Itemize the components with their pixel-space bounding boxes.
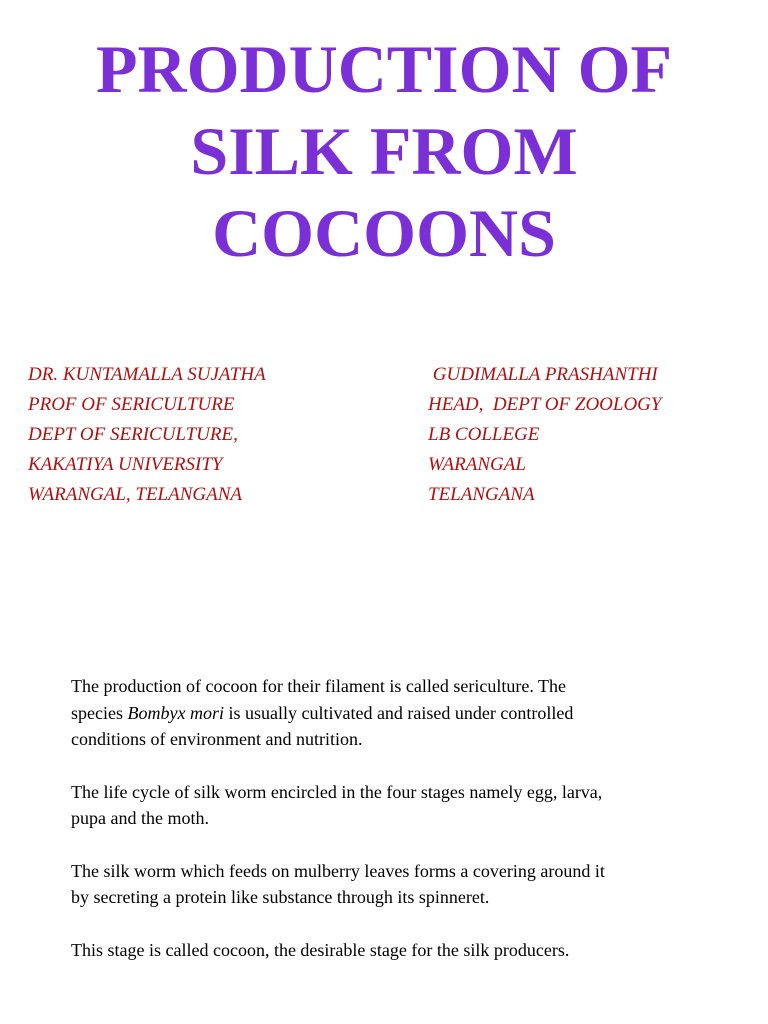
title-line-3: COCOONS (212, 195, 556, 271)
author-left-column (28, 360, 266, 510)
paragraph-line: The silk worm which feeds on mulberry leaves forms a covering around it (71, 860, 605, 881)
species-prefix: species (71, 702, 128, 723)
author-right-column (428, 360, 661, 510)
paragraph-line: conditions of environment and nutrition. (71, 729, 363, 749)
author-right-state: TELANGANA (428, 484, 535, 505)
paragraph-cocoon-formation (71, 858, 721, 911)
author-left-location: WARANGAL, TELANGANA (28, 484, 243, 505)
author-right-name: GUDIMALLA PRASHANTHI (428, 364, 658, 385)
authors-block (0, 360, 768, 520)
paragraph-line: The production of cocoon for their filament is called sericulture. The (71, 676, 566, 696)
paragraph-line: pupa and the moth. (71, 808, 209, 828)
paragraph-line: The life cycle of silk worm encircled in the four stages namely egg, larva, (71, 781, 603, 802)
title-line-2: SILK FROM (190, 113, 578, 189)
paragraph-line: by secreting a protein like substance through its spinneret. (71, 887, 490, 907)
author-right-city: WARANGAL (428, 454, 526, 475)
paragraph-life-cycle (71, 779, 721, 832)
species-suffix: is usually cultivated and raised under controlled (223, 702, 574, 723)
paragraph-line: This stage is called cocoon, the desirable stage for the silk producers. (71, 939, 570, 960)
paragraph-line (71, 700, 721, 727)
author-left-position: PROF OF SERICULTURE (28, 394, 235, 415)
title-line-1: PRODUCTION OF (95, 31, 673, 107)
species-name: Bombyx mori (127, 702, 224, 723)
body-text (71, 673, 721, 989)
paragraph-sericulture (71, 673, 721, 753)
author-left-department: DEPT OF SERICULTURE, (28, 424, 238, 445)
paragraph-cocoon-stage (71, 937, 721, 964)
author-left-name: DR. KUNTAMALLA SUJATHA (28, 364, 266, 385)
slide-title (0, 28, 768, 274)
author-left-institution: KAKATIYA UNIVERSITY (28, 454, 223, 475)
author-right-institution: LB COLLEGE (428, 424, 540, 445)
author-right-position: HEAD, DEPT OF ZOOLOGY (428, 394, 662, 415)
